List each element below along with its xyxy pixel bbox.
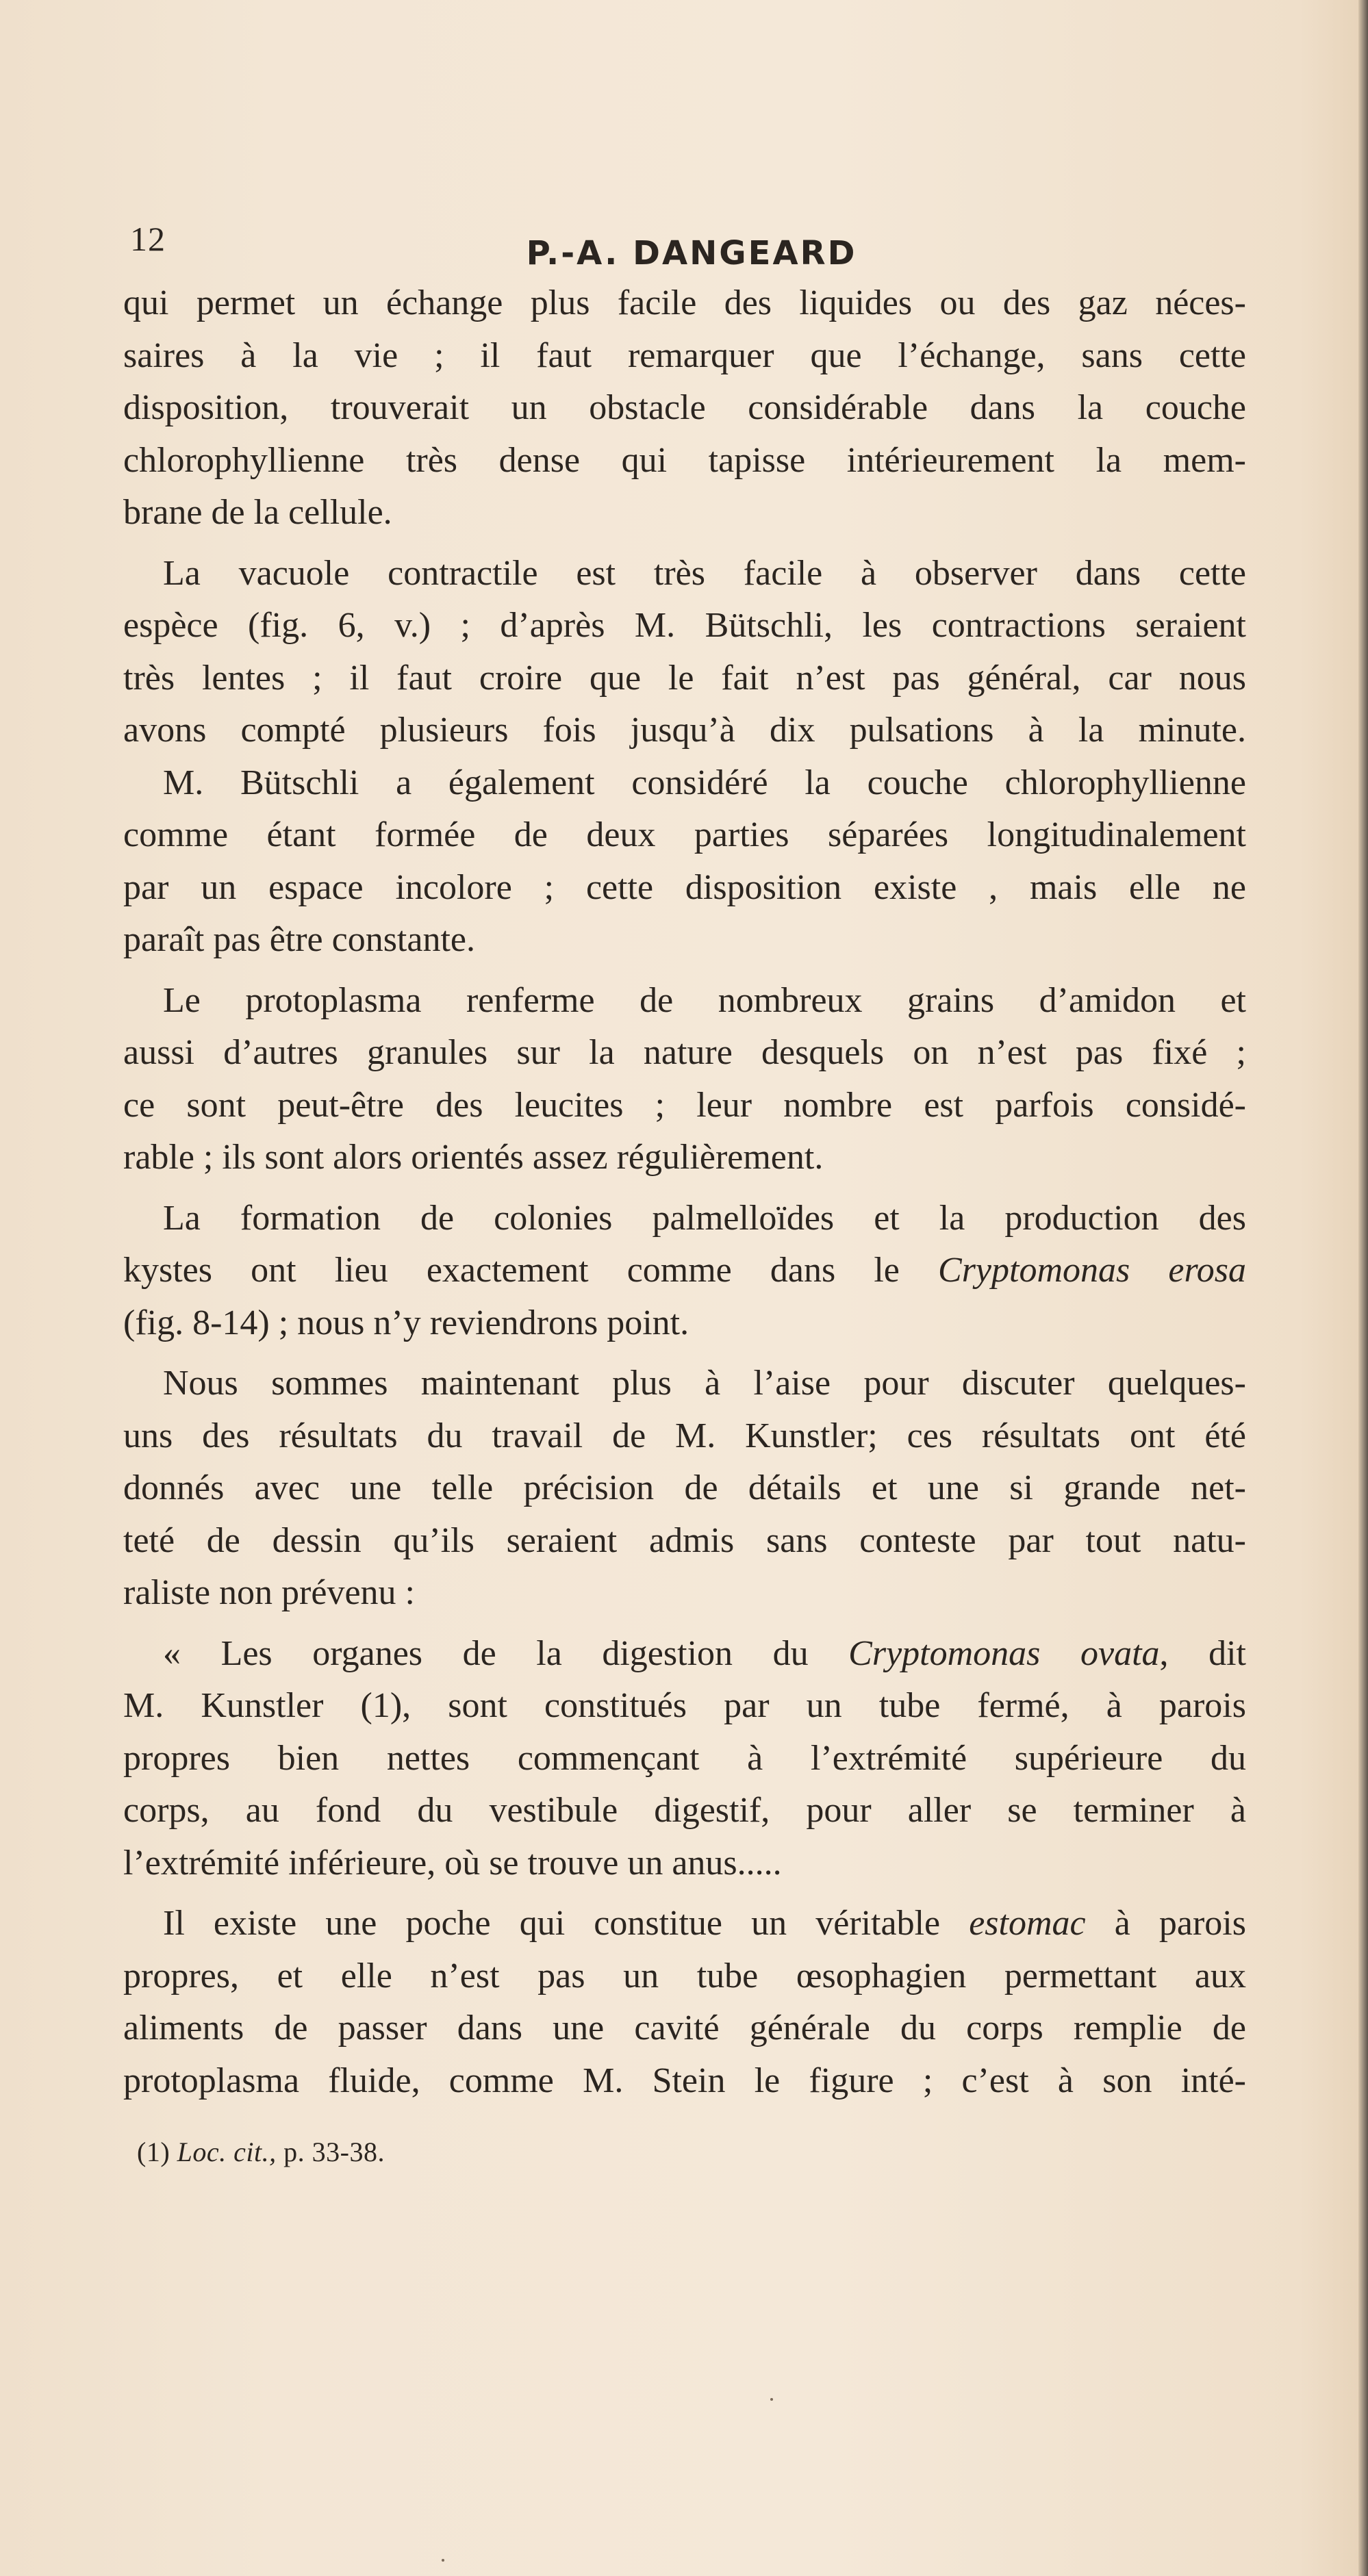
text-line: très lentes ; il faut croire que le fait n’est pas général, car nous: [123, 658, 1246, 698]
text-line: Il existe une poche qui constitue un véritable estomac à parois: [163, 1904, 1246, 1943]
paragraph: [123, 757, 1246, 967]
footnote-pages: p. 33-38.: [283, 2137, 385, 2167]
text-line: Le protoplasma renferme de nombreux grains d’amidon et: [163, 980, 1246, 1020]
text-line: teté de dessin qu’ils seraient admis sans conteste par tout natu-: [123, 1520, 1246, 1560]
text-line: raliste non prévenu :: [123, 1573, 415, 1612]
paragraph: [123, 277, 1246, 539]
text-line: chlorophyllienne très dense qui tapisse intérieurement la mem-: [123, 440, 1246, 480]
text-line: qui permet un échange plus facile des liquides ou des gaz néces-: [123, 283, 1246, 322]
paragraph: [123, 1357, 1246, 1620]
text-line: La formation de colonies palmelloïdes et la production des: [163, 1198, 1246, 1238]
text-line: paraît pas être constante.: [123, 920, 475, 959]
text-line: brane de la cellule.: [123, 493, 392, 532]
footnote-number: (1): [137, 2137, 170, 2167]
text-line: rable ; ils sont alors orientés assez régulièrement.: [123, 1138, 824, 1177]
text-line: corps, au fond du vestibule digestif, pour aller se terminer à: [123, 1791, 1246, 1830]
italic-term: estomac: [969, 1904, 1086, 1943]
paper-speck: [770, 2398, 773, 2401]
text-line: Nous sommes maintenant plus à l’aise pour discuter quelques-: [163, 1364, 1246, 1403]
text-line: ce sont peut-être des leucites ; leur nombre est parfois considé-: [123, 1085, 1246, 1125]
text-line: disposition, trouverait un obstacle considérable dans la couche: [123, 388, 1246, 427]
text-line: comme étant formée de deux parties séparées longitudinalement: [123, 815, 1246, 854]
text-line: espèce (fig. 6, v.) ; d’après M. Bütschli, les contractions seraient: [123, 606, 1246, 645]
text-line: kystes ont lieu exactement comme dans le Cryptomonas erosa: [123, 1251, 1247, 1290]
text-line: l’extrémité inférieure, où se trouve un anus.....: [123, 1843, 782, 1883]
text-line: propres bien nettes commençant à l’extrémité supérieure du: [123, 1738, 1246, 1778]
text-line: donnés avec une telle précision de détails et une si grande net-: [123, 1468, 1246, 1507]
italic-term: Cryptomonas erosa: [938, 1251, 1247, 1290]
paragraph: [123, 548, 1246, 757]
text-line: La vacuole contractile est très facile à observer dans cette: [163, 553, 1246, 593]
footnote: [137, 2136, 385, 2168]
text-line: par un espace incolore ; cette disposition existe , mais elle ne: [123, 867, 1246, 907]
paragraph: [123, 1628, 1246, 1890]
text-line: M. Bütschli a également considéré la couche chlorophyllienne: [163, 763, 1246, 802]
text-line: aussi d’autres granules sur la nature desquels on n’est pas fixé ;: [123, 1033, 1246, 1072]
page-header: [130, 219, 1253, 281]
page-number: 12: [130, 220, 166, 258]
paragraph: [123, 975, 1246, 1184]
text-line: avons compté plusieurs fois jusqu’à dix pulsations à la minute.: [123, 711, 1246, 750]
body-text: [123, 277, 1246, 2107]
text-line: protoplasma fluide, comme M. Stein le figure ; c’est à son inté-: [123, 2061, 1246, 2100]
footnote-reference: Loc. cit.,: [177, 2137, 277, 2167]
running-head: P.-A. DANGEARD: [526, 234, 857, 272]
page-edge-shadow: [1358, 0, 1368, 2576]
text-line: « Les organes de la digestion du Cryptomonas ovata, dit: [163, 1633, 1246, 1673]
paper-speck: [442, 2559, 444, 2562]
paragraph: [123, 1898, 1246, 2107]
text-line: aliments de passer dans une cavité générale du corps remplie de: [123, 2008, 1246, 2048]
text-line: saires à la vie ; il faut remarquer que l’échange, sans cette: [123, 335, 1246, 375]
text-line: uns des résultats du travail de M. Kunstler; ces résultats ont été: [123, 1416, 1246, 1455]
italic-term: Cryptomonas ovata: [848, 1633, 1160, 1673]
text-line: (fig. 8-14) ; nous n’y reviendrons point.: [123, 1303, 689, 1342]
text-line: propres, et elle n’est pas un tube œsophagien permettant aux: [123, 1956, 1246, 1995]
text-line: M. Kunstler (1), sont constitués par un tube fermé, à parois: [123, 1686, 1246, 1725]
paragraph: [123, 1193, 1246, 1350]
